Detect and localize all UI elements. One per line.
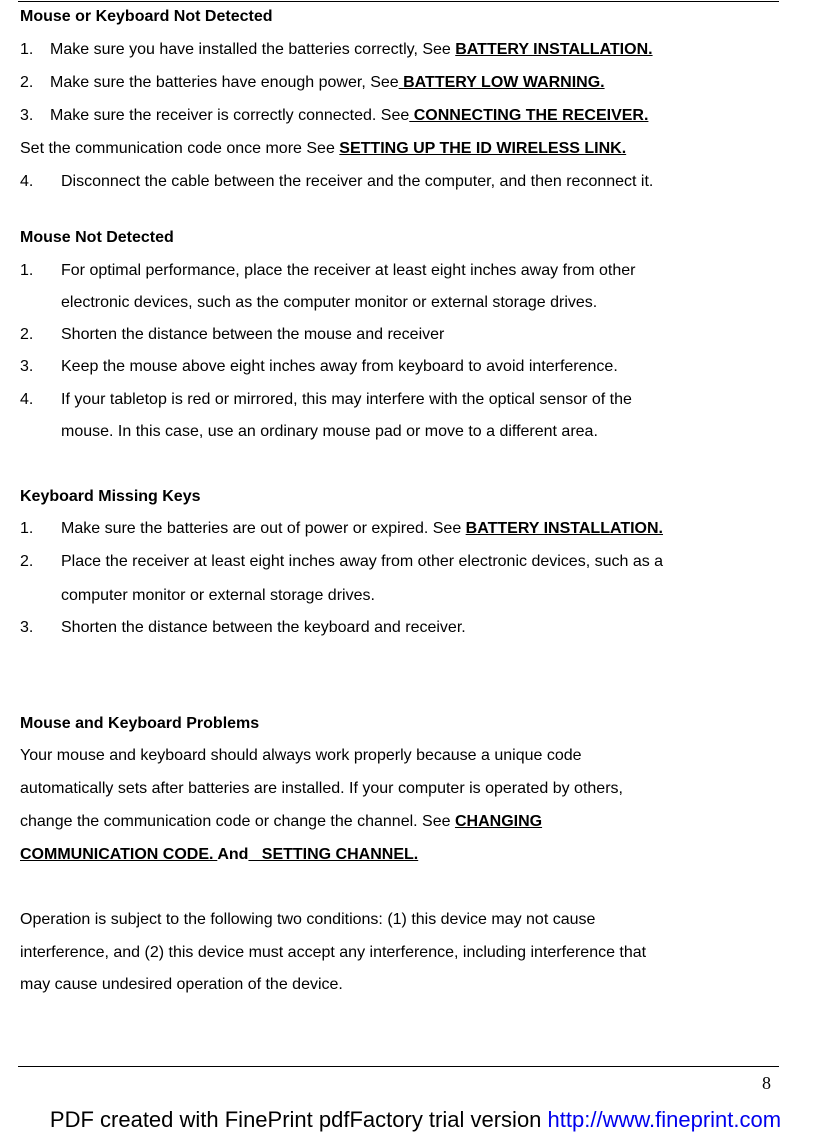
link-connecting-the-receiver[interactable]: CONNECTING THE RECEIVER. <box>409 107 649 124</box>
item-number: 2. <box>20 326 34 343</box>
item-number: 2. <box>20 74 34 91</box>
list-item <box>20 172 653 192</box>
link-battery-installation[interactable]: BATTERY INSTALLATION. <box>465 520 663 537</box>
list-item <box>20 139 626 159</box>
item-number: 1. <box>20 520 34 537</box>
paragraph-line: Your mouse and keyboard should always work properly because a unique code <box>20 747 582 764</box>
item-text-continued: mouse. In this case, use an ordinary mouse pad or move to a different area. <box>61 423 598 440</box>
link-setting-channel[interactable]: SETTING CHANNEL. <box>248 846 419 863</box>
item-number: 3. <box>20 107 34 124</box>
list-item <box>20 390 632 410</box>
footer-text: PDF created with FinePrint pdfFactory trial version <box>49 1107 548 1132</box>
item-text-continued: electronic devices, such as the computer monitor or external storage drives. <box>61 294 598 311</box>
list-item <box>20 519 663 539</box>
notice-line: Operation is subject to the following two conditions: (1) this device may not cause <box>20 911 596 928</box>
link-changing-communication-code[interactable]: CHANGING <box>454 813 543 830</box>
list-item <box>20 73 605 93</box>
item-text: Make sure the batteries have enough power, See <box>50 74 399 91</box>
bottom-rule <box>18 1066 779 1067</box>
footer-link[interactable]: http://www.fineprint.com <box>547 1107 782 1132</box>
link-changing-communication-code-continued[interactable]: COMMUNICATION CODE. <box>20 846 218 863</box>
item-text: Place the receiver at least eight inches away from other electronic devices, such as a <box>61 553 664 570</box>
link-battery-installation[interactable]: BATTERY INSTALLATION. <box>455 41 653 58</box>
notice-line: may cause undesired operation of the device. <box>20 976 343 993</box>
and-word: And <box>217 846 249 863</box>
item-text: Set the communication code once more See <box>20 140 340 157</box>
paragraph-line: automatically sets after batteries are installed. If your computer is operated by others, <box>20 780 623 797</box>
heading-keyboard-missing-keys: Keyboard Missing Keys <box>20 488 201 505</box>
item-text: Make sure the receiver is correctly connected. See <box>50 107 410 124</box>
item-number: 2. <box>20 553 34 570</box>
paragraph-line <box>20 812 542 832</box>
item-number: 3. <box>20 619 34 636</box>
item-text: If your tabletop is red or mirrored, this may interfere with the optical sensor of the <box>61 391 632 408</box>
heading-mouse-and-keyboard-problems: Mouse and Keyboard Problems <box>20 715 260 732</box>
heading-mouse-not-detected: Mouse Not Detected <box>20 229 174 246</box>
pdf-footer <box>0 1105 831 1135</box>
item-text: Shorten the distance between the keyboard and receiver. <box>61 619 466 636</box>
heading-mouse-or-keyboard-not-detected: Mouse or Keyboard Not Detected <box>20 8 273 25</box>
list-item <box>20 106 648 126</box>
item-text: Make sure you have installed the batteries correctly, See <box>50 41 456 58</box>
item-text: Disconnect the cable between the receiver and the computer, and then reconnect it. <box>61 173 654 190</box>
top-rule <box>18 1 779 2</box>
page-number: 8 <box>762 1073 771 1093</box>
paragraph-line <box>20 845 418 865</box>
link-setting-up-id-wireless-link[interactable]: SETTING UP THE ID WIRELESS LINK. <box>339 140 627 157</box>
list-item <box>20 40 653 60</box>
paragraph-text: change the communication code or change the channel. See <box>20 813 455 830</box>
item-text: Keep the mouse above eight inches away from keyboard to avoid interference. <box>61 358 618 375</box>
list-item <box>20 325 444 345</box>
item-text: For optimal performance, place the receiver at least eight inches away from other <box>61 262 636 279</box>
item-text: Make sure the batteries are out of power or expired. See <box>61 520 466 537</box>
list-item <box>20 552 663 572</box>
list-item <box>20 618 466 638</box>
item-number: 4. <box>20 391 34 408</box>
item-number: 1. <box>20 262 34 279</box>
link-battery-low-warning[interactable]: BATTERY LOW WARNING. <box>398 74 605 91</box>
item-number: 3. <box>20 358 34 375</box>
list-item <box>20 357 618 377</box>
item-text-continued: computer monitor or external storage drives. <box>61 587 375 604</box>
notice-line: interference, and (2) this device must accept any interference, including interference that <box>20 944 647 961</box>
item-number: 4. <box>20 173 34 190</box>
list-item <box>20 261 636 281</box>
item-number: 1. <box>20 41 34 58</box>
item-text: Shorten the distance between the mouse and receiver <box>61 326 445 343</box>
